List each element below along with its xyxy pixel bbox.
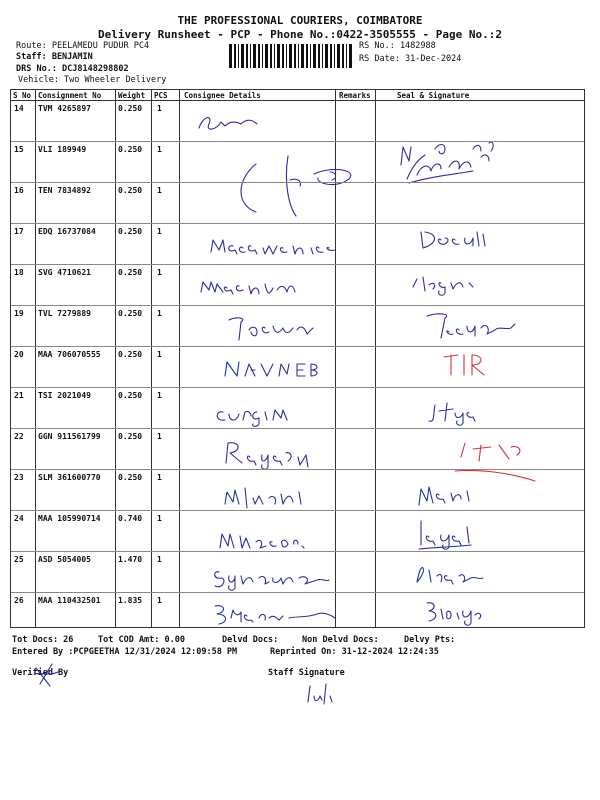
cell-pcs: 1	[157, 186, 162, 195]
cell-consignment: EDQ 16737084	[38, 227, 96, 236]
consignee-signature-18	[197, 270, 317, 300]
cell-sno: 23	[14, 473, 24, 482]
tot-docs: Tot Docs: 26	[12, 635, 74, 645]
runsheet-subtitle: Delivery Runsheet - PCP - Phone No.:0422-3505555 - Page No.:2	[98, 28, 502, 41]
cell-sno: 25	[14, 555, 24, 564]
consignee-signature-26	[207, 598, 347, 628]
consignee-signature-19	[221, 310, 321, 346]
verified-by: Verified By	[12, 668, 69, 678]
rs-date: RS Date: 31-Dec-2024	[359, 54, 462, 64]
cell-consignment: MAA 706070555	[38, 350, 101, 359]
cell-pcs: 1	[157, 227, 162, 236]
cell-sno: 20	[14, 350, 24, 359]
cell-pcs: 1	[157, 432, 162, 441]
consignee-signature-22	[216, 435, 346, 471]
cell-weight: 1.470	[118, 555, 143, 564]
col-header-consignee: Consignee Details	[184, 91, 261, 100]
stamp-mark-20	[436, 345, 506, 381]
cell-weight: 1.835	[118, 596, 143, 605]
seal-signature-25	[411, 558, 501, 588]
seal-signature-21	[425, 395, 495, 425]
seal-signature-15	[389, 135, 509, 195]
cell-sno: 19	[14, 309, 24, 318]
cell-weight: 0.250	[118, 350, 143, 359]
cell-consignment: VLI 189949	[38, 145, 87, 154]
vehicle-label: Vehicle: Two Wheeler Delivery	[18, 75, 167, 85]
cell-pcs: 1	[157, 555, 162, 564]
consignee-signature-25	[209, 560, 339, 594]
delvd-docs: Delvd Docs:	[222, 635, 279, 645]
cell-weight: 0.250	[118, 391, 143, 400]
col-header-pcs: PCS	[154, 91, 168, 100]
cell-consignment: TVM 4265897	[38, 104, 91, 113]
cell-sno: 17	[14, 227, 24, 236]
cell-consignment: MAA 105990714	[38, 514, 101, 523]
col-header-weight: Weight	[118, 91, 146, 100]
cell-sno: 14	[14, 104, 24, 113]
cell-consignment: TVL 7279889	[38, 309, 91, 318]
cell-weight: 0.250	[118, 104, 143, 113]
cell-consignment: TEN 7834892	[38, 186, 91, 195]
cell-consignment: ASD 5054005	[38, 555, 91, 564]
cell-pcs: 1	[157, 350, 162, 359]
cell-consignment: GGN 911561799	[38, 432, 101, 441]
cell-weight: 0.740	[118, 514, 143, 523]
staff-signature-mark	[300, 678, 340, 708]
consignee-signature-17	[207, 230, 342, 260]
cell-sno: 16	[14, 186, 24, 195]
cell-pcs: 1	[157, 145, 162, 154]
cell-weight: 0.250	[118, 186, 143, 195]
cell-sno: 21	[14, 391, 24, 400]
cell-sno: 26	[14, 596, 24, 605]
cell-pcs: 1	[157, 514, 162, 523]
cell-consignment: SVG 4710621	[38, 268, 91, 277]
barcode-image	[229, 44, 354, 68]
delvy-pts: Delvy Pts:	[404, 635, 456, 645]
cell-sno: 24	[14, 514, 24, 523]
consignment-table	[10, 89, 585, 628]
seal-signature-18	[407, 265, 497, 297]
col-header-seal: Seal & Signature	[397, 91, 470, 100]
cell-weight: 0.250	[118, 227, 143, 236]
staff-label: Staff: BENJAMIN	[16, 52, 93, 62]
entered-by: Entered By :PCPGEETHA 12/31/2024 12:09:58 PM	[12, 647, 238, 657]
consignee-signature-14	[191, 108, 271, 138]
reprinted-on: Reprinted On: 31-12-2024 12:24:35	[270, 647, 439, 657]
cell-pcs: 1	[157, 596, 162, 605]
staff-signature-label: Staff Signature	[268, 668, 345, 678]
cell-consignment: TSI 2021049	[38, 391, 91, 400]
cell-sno: 15	[14, 145, 24, 154]
consignee-signature-23	[221, 480, 331, 510]
cell-weight: 0.250	[118, 145, 143, 154]
cell-pcs: 1	[157, 309, 162, 318]
seal-signature-17	[411, 222, 501, 254]
col-header-remarks: Remarks	[339, 91, 371, 100]
cell-sno: 18	[14, 268, 24, 277]
verified-signature	[30, 660, 70, 690]
drs-number: DRS No.: DCJ8148298802	[16, 64, 129, 74]
cell-weight: 0.250	[118, 268, 143, 277]
consignee-signature-21	[211, 398, 311, 428]
seal-signature-23	[415, 475, 485, 511]
cell-pcs: 1	[157, 268, 162, 277]
cell-weight: 0.250	[118, 309, 143, 318]
tot-cod-amount: Tot COD Amt: 0.00	[98, 635, 185, 645]
consignee-signature-20	[221, 352, 331, 382]
seal-signature-19	[419, 308, 529, 344]
consignee-signature-16	[226, 150, 366, 230]
seal-signature-24	[411, 515, 491, 555]
cell-sno: 22	[14, 432, 24, 441]
cell-weight: 0.250	[118, 473, 143, 482]
cell-consignment: SLM 361600770	[38, 473, 101, 482]
seal-signature-26	[417, 595, 497, 625]
route-label: Route: PEELAMEDU PUDUR PC4	[16, 41, 150, 51]
cell-weight: 0.250	[118, 432, 143, 441]
cell-pcs: 1	[157, 391, 162, 400]
company-title: THE PROFESSIONAL COURIERS, COIMBATORE	[177, 14, 423, 27]
non-delvd-docs: Non Delvd Docs:	[302, 635, 379, 645]
col-header-sno: S No	[13, 91, 32, 100]
cell-consignment: MAA 110432501	[38, 596, 101, 605]
col-header-consignment: Consignment No	[38, 91, 102, 100]
cell-pcs: 1	[157, 104, 162, 113]
cell-pcs: 1	[157, 473, 162, 482]
rs-number: RS No.: 1482988	[359, 41, 436, 51]
